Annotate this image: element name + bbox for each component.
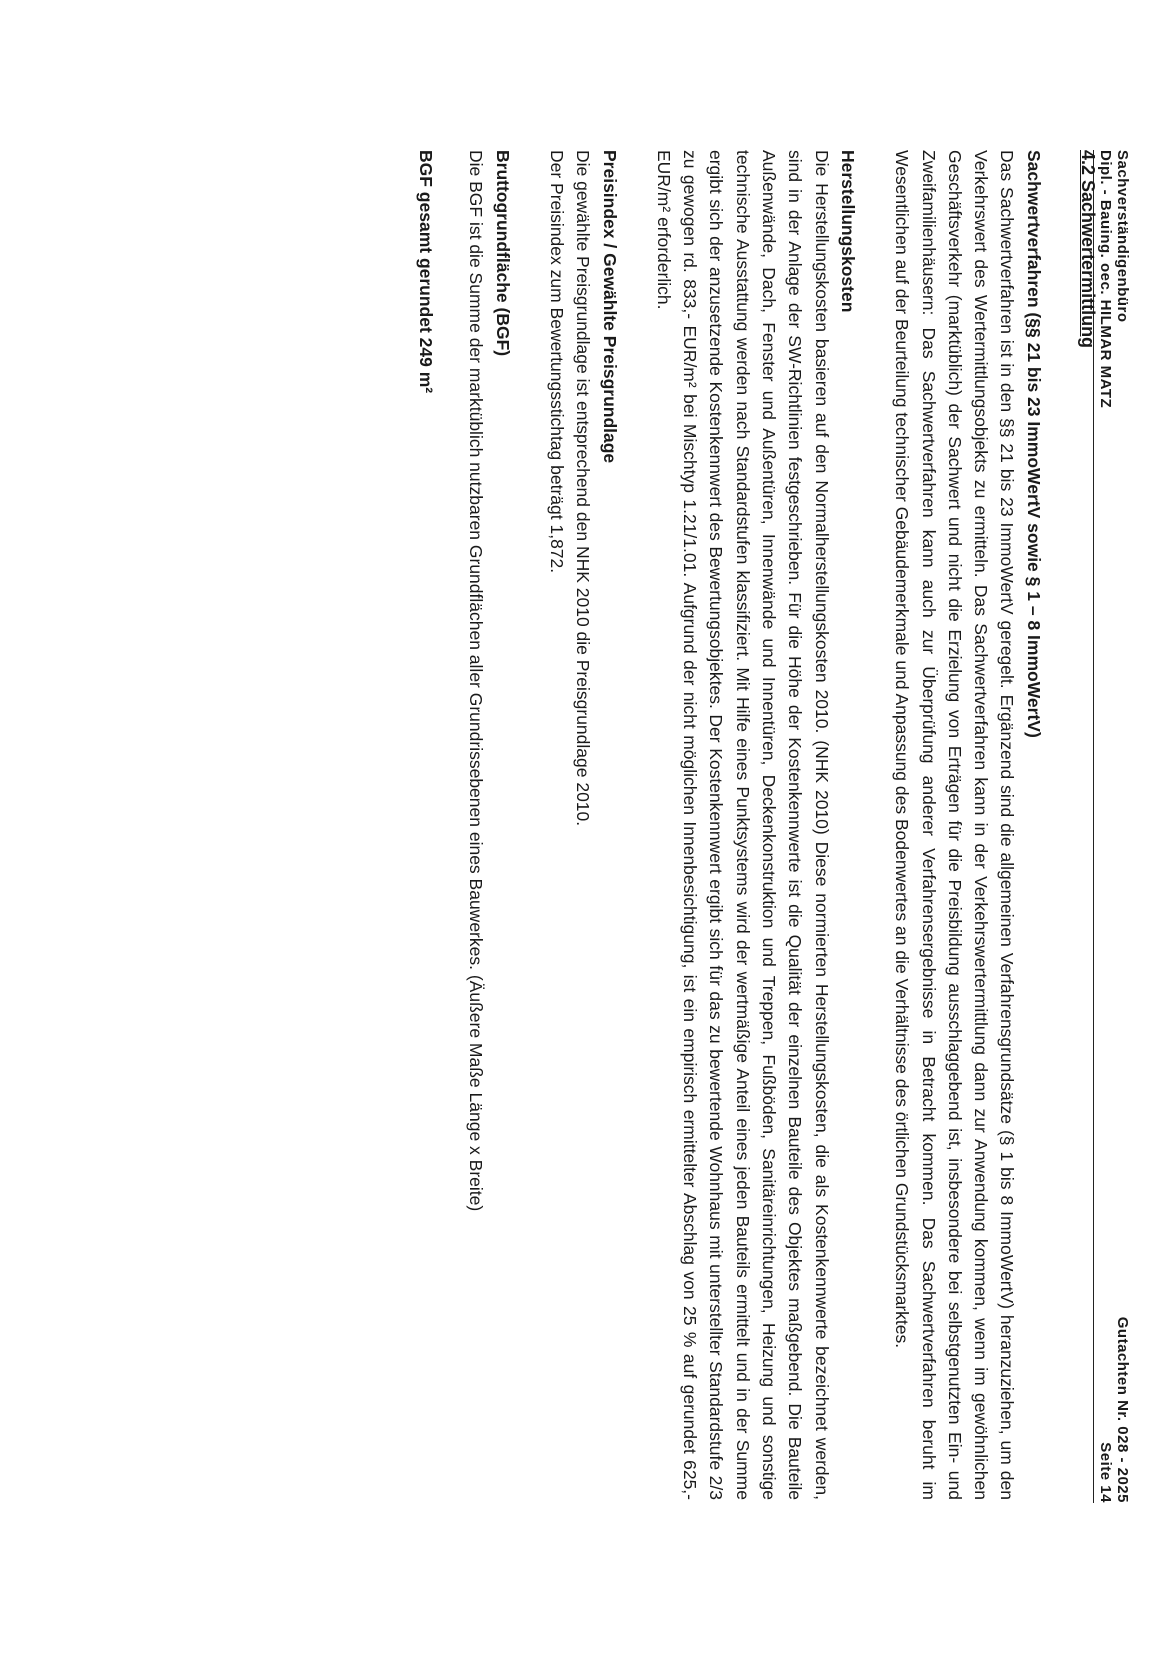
bgf-total: BGF gesamt gerundet 249 m² xyxy=(416,150,437,394)
preisindex-heading: Preisindex / Gewählte Preisgrundlage xyxy=(599,150,620,464)
bgf-paragraph: Die BGF ist die Summe der marktüblich nutzbaren Grundflächen aller Grundrissebenen eines Bauwerkes. (Äußere Maße Länge x Breite) xyxy=(466,150,487,1212)
section-title: 4.2 Sachwertermittlung xyxy=(1078,150,1098,349)
office-name: Sachverständigenbüro xyxy=(1114,150,1131,323)
preisindex-line-1: Die gewählte Preisgrundlage ist entsprechend den NHK 2010 die Preisgrundlage 2010. xyxy=(573,150,594,827)
sachwert-heading: Sachwertverfahren (§§ 21 bis 23 ImmoWertV sowie § 1 – 8 ImmoWertV) xyxy=(1023,150,1044,738)
sachwert-paragraph: Das Sachwertverfahren ist in den §§ 21 bis 23 ImmoWertV geregelt. Ergänzend sind die allgemeinen Verfahrensgrundsätze (§ 1 bis 8 ImmoWertV) heranzuziehen, um den Verkehrswert des Wertermittlungsobjekts zu ermitteln. Das Sachwertverfahren kann in der Verkehrswertermittlung dann zur Anwendung kommen, wenn im gewöhnlichen Geschäftsverkehr (marktüblich) der Sachwert und nicht die Erzielung von Erträgen für die Preisbildung ausschlaggebend ist, insbesondere bei selbstgenutzten Ein- und Zweifamilienhäusern: Das Sachwertverfahren kann auch zur Überprüfung anderer Verfahrensergebnisse in Betracht kommen. Das Sachwertverfahren beruht im Wesentlichen auf der Beurteilung technischer Gebäudemerkmale und Anpassung des Bodenwertes an die Verhältnisse des örtlichen Grundstücksmarktes. xyxy=(892,150,1018,1500)
expert-name: Dipl. - Bauing. oec. HILMAR MATZ xyxy=(1096,150,1114,409)
page-number: Seite 14 xyxy=(1096,1442,1114,1503)
bgf-heading: Bruttogrundfläche (BGF) xyxy=(492,150,513,357)
page-content xyxy=(413,150,1109,1500)
herstellung-paragraph: Die Herstellungskosten basieren auf den Normalherstellungskosten 2010. (NHK 2010) Diese normierten Herstellungskosten, die als Kostenkennwerte bezeichnet werden, sind in der Anlage der SW-Richtlinien festgeschrieben. Für die Höhe der Kostenkennwerte ist die Qualität der einzelnen Bauteile des Objektes maßgebend. Die Bauteile Außenwände, Dach, Fenster und Außentüren, Innenwände und Innentüren, Deckenkonstruktion und Treppen, Fußböden, Sanitäreinrichtungen, Heizung und sonstige technische Ausstattung werden nach Standardstufen klassifiziert. Mit Hilfe eines Punktsystems wird der wertmäßige Anteil eines jeden Bauteils ermittelt und in der Summe ergibt sich der anzusetzende Kostenkennwert des Bewertungsobjektes. Der Kostenkennwert ergibt sich für das zu bewertende Wohnhaus mit unterstellter Standardstufe 2/3 zu gewogen rd. 833,- EUR/m² bei Mischtyp 1.21/1.01. Aufgrund der nicht möglichen Innenbesichtigung, ist ein empirisch ermittelter Abschlag von 25 % auf gerundet 625,- EUR/m² erforderlich. xyxy=(653,150,832,1500)
preisindex-line-2: Der Preisindex zum Bewertungsstichtag beträgt 1,872. xyxy=(546,150,567,574)
report-number: Gutachten Nr. 028 - 2025 xyxy=(1114,1316,1131,1503)
herstellung-heading: Herstellungskosten xyxy=(837,150,858,313)
